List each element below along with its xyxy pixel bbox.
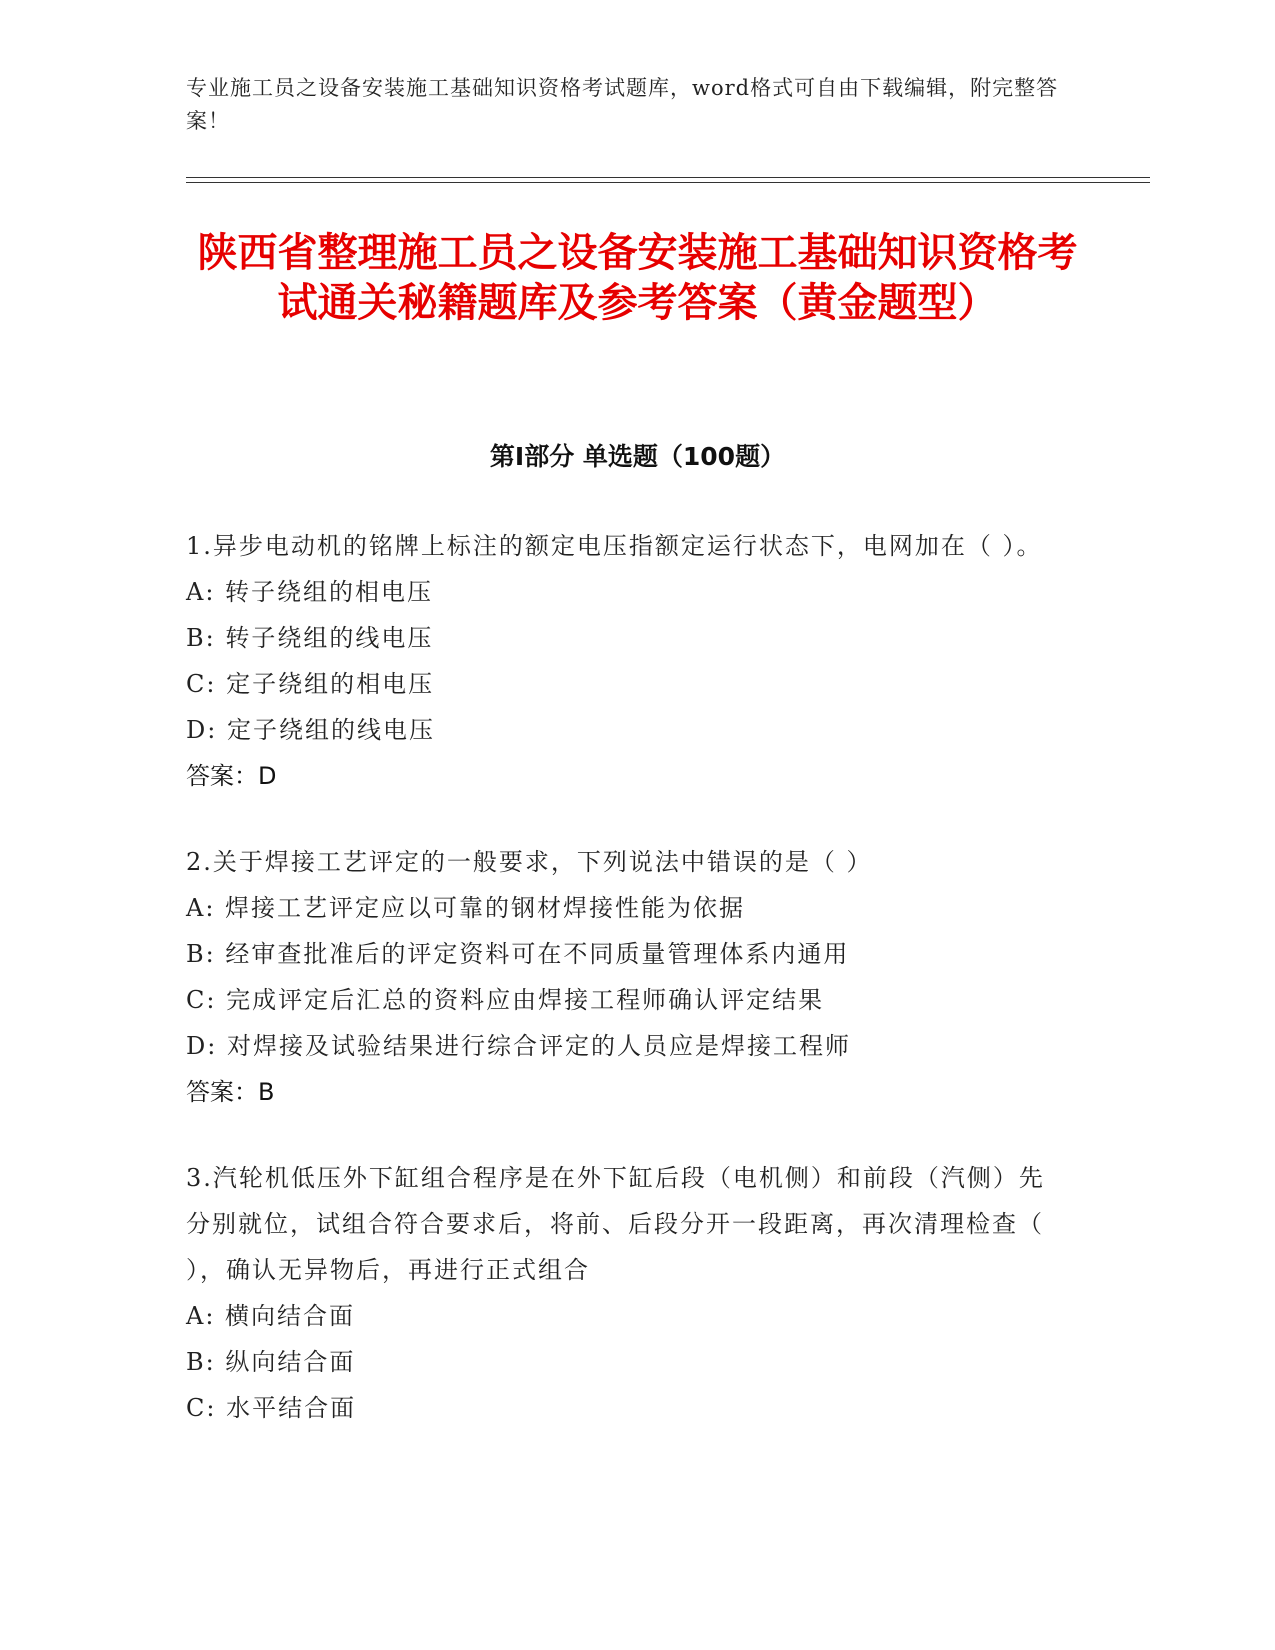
option-a: A: 焊接工艺评定应以可靠的钢材焊接性能为依据 bbox=[186, 894, 746, 922]
question-stem: 1.异步电动机的铭牌上标注的额定电压指额定运行状态下，电网加在（ ）。 bbox=[186, 532, 1043, 560]
option-b: B: 经审查批准后的评定资料可在不同质量管理体系内通用 bbox=[186, 940, 850, 968]
option-a: A: 转子绕组的相电压 bbox=[186, 578, 434, 606]
question-2 bbox=[186, 839, 1066, 1115]
answer: 答案：D bbox=[186, 762, 277, 790]
question-stem: 2.关于焊接工艺评定的一般要求，下列说法中错误的是（ ） bbox=[186, 848, 873, 876]
answer: 答案：B bbox=[186, 1078, 275, 1106]
option-b: B: 转子绕组的线电压 bbox=[186, 624, 434, 652]
option-b: B: 纵向结合面 bbox=[186, 1348, 356, 1376]
option-d: D: 对焊接及试验结果进行综合评定的人员应是焊接工程师 bbox=[186, 1032, 851, 1060]
question-1 bbox=[186, 523, 1066, 799]
option-c: C: 水平结合面 bbox=[186, 1394, 357, 1422]
header-divider-top bbox=[186, 177, 1150, 178]
question-3 bbox=[186, 1155, 1066, 1431]
option-c: C: 定子绕组的相电压 bbox=[186, 670, 435, 698]
option-a: A: 横向结合面 bbox=[186, 1302, 356, 1330]
option-d: D: 定子绕组的线电压 bbox=[186, 716, 435, 744]
document-title: 陕西省整理施工员之设备安装施工基础知识资格考试通关秘籍题库及参考答案（黄金题型） bbox=[197, 230, 1078, 326]
header-note: 专业施工员之设备安装施工基础知识资格考试题库，word格式可自由下载编辑，附完整答案！ bbox=[186, 76, 1059, 133]
header-divider-bottom bbox=[186, 182, 1150, 183]
section-title: 第I部分 单选题（100题） bbox=[489, 442, 786, 471]
option-c: C: 完成评定后汇总的资料应由焊接工程师确认评定结果 bbox=[186, 986, 825, 1014]
question-stem: 3.汽轮机低压外下缸组合程序是在外下缸后段（电机侧）和前段（汽侧）先分别就位，试组合符合要求后，将前、后段分开一段距离，再次清理检查（ ），确认无异物后，再进行正式组合 bbox=[186, 1164, 1045, 1284]
question-list bbox=[186, 523, 1066, 1471]
